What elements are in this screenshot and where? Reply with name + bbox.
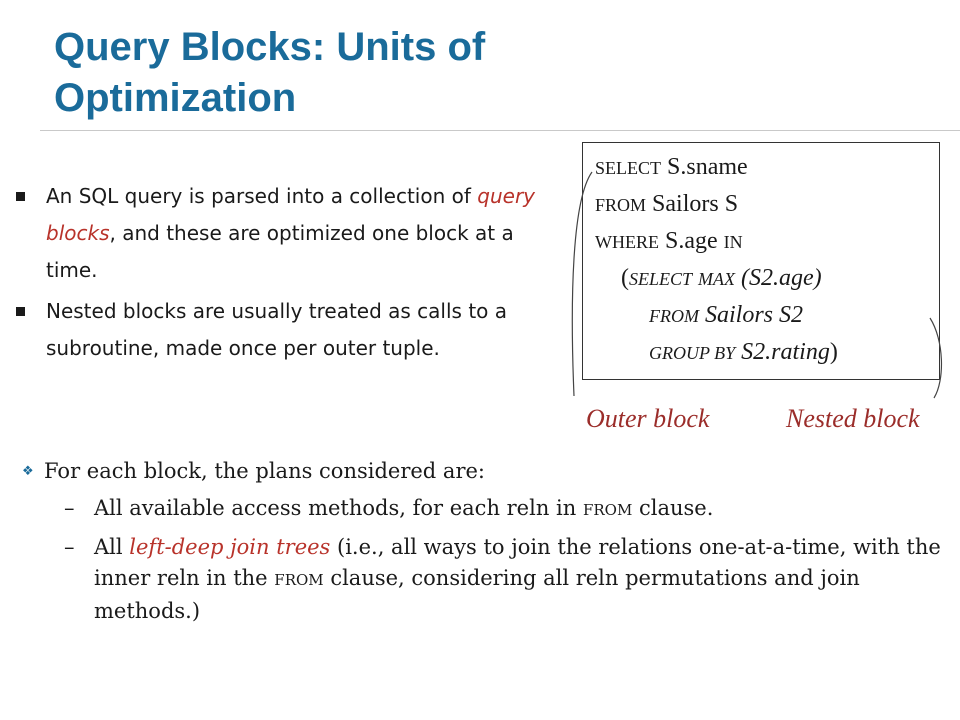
sql-where-line <box>595 223 939 260</box>
diamond-bullet-icon: ❖ <box>22 464 34 479</box>
sql-keyword: FROM <box>649 306 699 326</box>
plans-intro <box>22 456 942 487</box>
sql-sub-group-line <box>595 334 939 371</box>
left-deep-term: left-deep join trees <box>129 535 331 559</box>
sql-value: S2.rating <box>741 339 830 365</box>
bullet-text-pre: An SQL query is parsed into a collection of <box>46 184 478 208</box>
bullet-text-post: , and these are optimized one block at a time. <box>46 221 514 282</box>
plan-text-post: clause. <box>632 496 714 520</box>
sql-keyword: GROUP BY <box>649 343 736 363</box>
sql-sub-from-line <box>595 297 939 334</box>
sql-value: Sailors S2 <box>704 302 803 328</box>
plan-text-mid: (i.e., all ways to join the relations one-at-a-time, with the inner reln in the <box>94 535 941 590</box>
sql-value: S.age <box>664 228 718 254</box>
sql-from-line <box>595 186 939 223</box>
plan-text-pre: All available access methods, for each reln in <box>94 496 583 520</box>
sql-keyword: IN <box>723 232 743 252</box>
outer-block-label: Outer block <box>586 404 710 433</box>
bullet-nested-blocks <box>14 293 566 367</box>
plan-item-access-methods <box>22 493 942 526</box>
sql-keyword: MAX <box>698 269 736 289</box>
sql-keyword: FROM <box>595 195 647 215</box>
query-blocks-term: query blocks <box>46 184 535 245</box>
nested-block-label: Nested block <box>786 404 920 433</box>
sql-value: S.sname <box>667 154 748 180</box>
dash-bullet-icon: – <box>64 535 75 559</box>
sql-query-box <box>582 142 940 380</box>
sql-select-line <box>595 149 939 186</box>
sql-sub-select-line <box>595 260 939 297</box>
slide-title: Query Blocks: Units of Optimization <box>54 25 486 120</box>
from-keyword: FROM <box>274 571 324 589</box>
bullet-list <box>14 178 566 371</box>
sql-value: Sailors S <box>652 191 739 217</box>
sql-keyword: SELECT <box>595 158 661 178</box>
plan-item-join-trees <box>22 532 942 627</box>
bullet-text: Nested blocks are usually treated as calls to a subroutine, made once per outer tuple. <box>46 299 508 360</box>
sql-keyword: SELECT <box>629 269 693 289</box>
square-bullet-icon <box>16 307 25 316</box>
from-keyword: FROM <box>582 501 633 519</box>
square-bullet-icon <box>16 192 25 201</box>
bullet-query-blocks <box>14 178 566 289</box>
dash-bullet-icon: – <box>64 496 75 520</box>
sql-keyword: WHERE <box>595 232 659 252</box>
plans-intro-text: For each block, the plans considered are: <box>44 459 485 483</box>
sql-open-paren: ( <box>621 265 629 291</box>
plan-text-pre: All <box>94 535 130 559</box>
sql-close-paren: ) <box>829 339 838 365</box>
plan-text-post: clause, considering all reln permutations and join methods.) <box>94 566 860 623</box>
plans-section <box>22 456 942 627</box>
title-divider <box>40 130 960 131</box>
sql-value: (S2.age) <box>741 265 822 291</box>
